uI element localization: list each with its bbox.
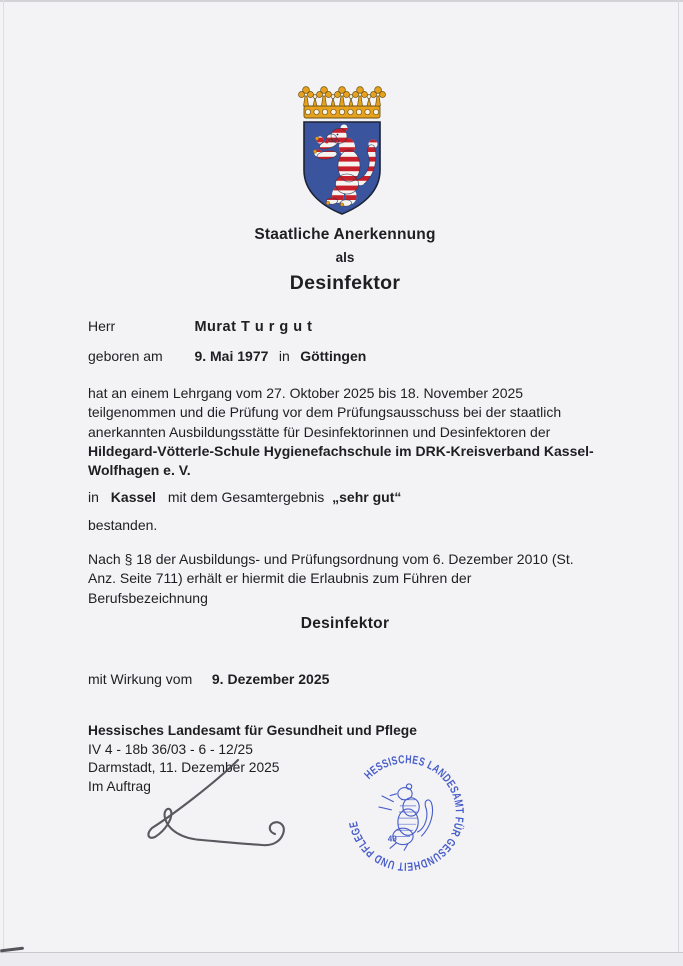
scan-edge-right (678, 0, 679, 966)
svg-text:HESSISCHES LANDESAMT FÜR GESUN (344, 751, 468, 875)
by-order-label: Im Auftrag (88, 778, 151, 794)
result-in-label: in (88, 489, 99, 505)
result-middle-text: mit dem Gesamtergebnis (167, 489, 325, 505)
salutation-label: Herr (88, 318, 116, 334)
stamp-ring-text: HESSISCHES LANDESAMT FÜR GESUNDHEIT UND PFLEGE (346, 752, 467, 874)
course-paragraph (88, 384, 610, 480)
hessen-coat-of-arms-icon (286, 78, 398, 220)
scan-edge-bottom-fill (0, 953, 683, 966)
salutation-row (88, 318, 313, 336)
effective-row (88, 671, 329, 687)
profession-title: Desinfektor (300, 615, 390, 632)
scan-edge-left (3, 0, 4, 966)
title-line-1: Staatliche Anerkennung (254, 226, 436, 243)
authority-name: Hessisches Landesamt für Gesundheit und Pflege (88, 723, 417, 738)
result-grade: „sehr gut“ (332, 489, 402, 505)
official-stamp-seal (344, 751, 468, 875)
birth-date: 9. Mai 1977 (194, 348, 269, 364)
certificate-title-block (0, 226, 683, 295)
result-row (88, 489, 401, 505)
school-name: Hildegard-Vötterle-Schule Hygienefachschule im DRK-Kreisverband Kassel-Wolfhagen e. V. (88, 442, 594, 479)
holder-name: Murat T u r g u t (194, 319, 313, 335)
exam-city: Kassel (110, 489, 156, 505)
title-line-2: als (335, 250, 355, 265)
course-paragraph-text: hat an einem Lehrgang vom 27. Oktober 2025 bis 18. November 2025 teilgenommen und die Prüfung vor dem Prüfungsausschuss bei der staatlich anerkannten Ausbildungsstätte für Desinfektorinnen und Desinfektoren der (88, 385, 562, 440)
stamp-lion-icon (379, 784, 433, 851)
file-reference: IV 4 - 18b 36/03 - 6 - 12/25 (88, 741, 253, 757)
scan-edge-top (0, 0, 683, 2)
legal-paragraph: Nach § 18 der Ausbildungs- und Prüfungsordnung vom 6. Dezember 2010 (St. Anz. Seite 711) erhält er hiermit die Erlaubnis zum Führen der Berufsbezeichnung (88, 551, 574, 606)
effective-date: 9. Dezember 2025 (211, 671, 330, 687)
birth-place: Göttingen (300, 348, 367, 364)
title-line-3: Desinfektor (289, 272, 401, 294)
birth-row (88, 348, 366, 366)
place-and-date: Darmstadt, 11. Dezember 2025 (88, 760, 280, 776)
birth-in-label: in (278, 348, 290, 364)
handwritten-signature (120, 752, 350, 872)
born-label: geboren am (88, 348, 163, 364)
passed-text: bestanden. (88, 517, 158, 533)
effective-label: mit Wirkung vom (88, 671, 193, 687)
stamp-number: 49 (387, 834, 397, 844)
